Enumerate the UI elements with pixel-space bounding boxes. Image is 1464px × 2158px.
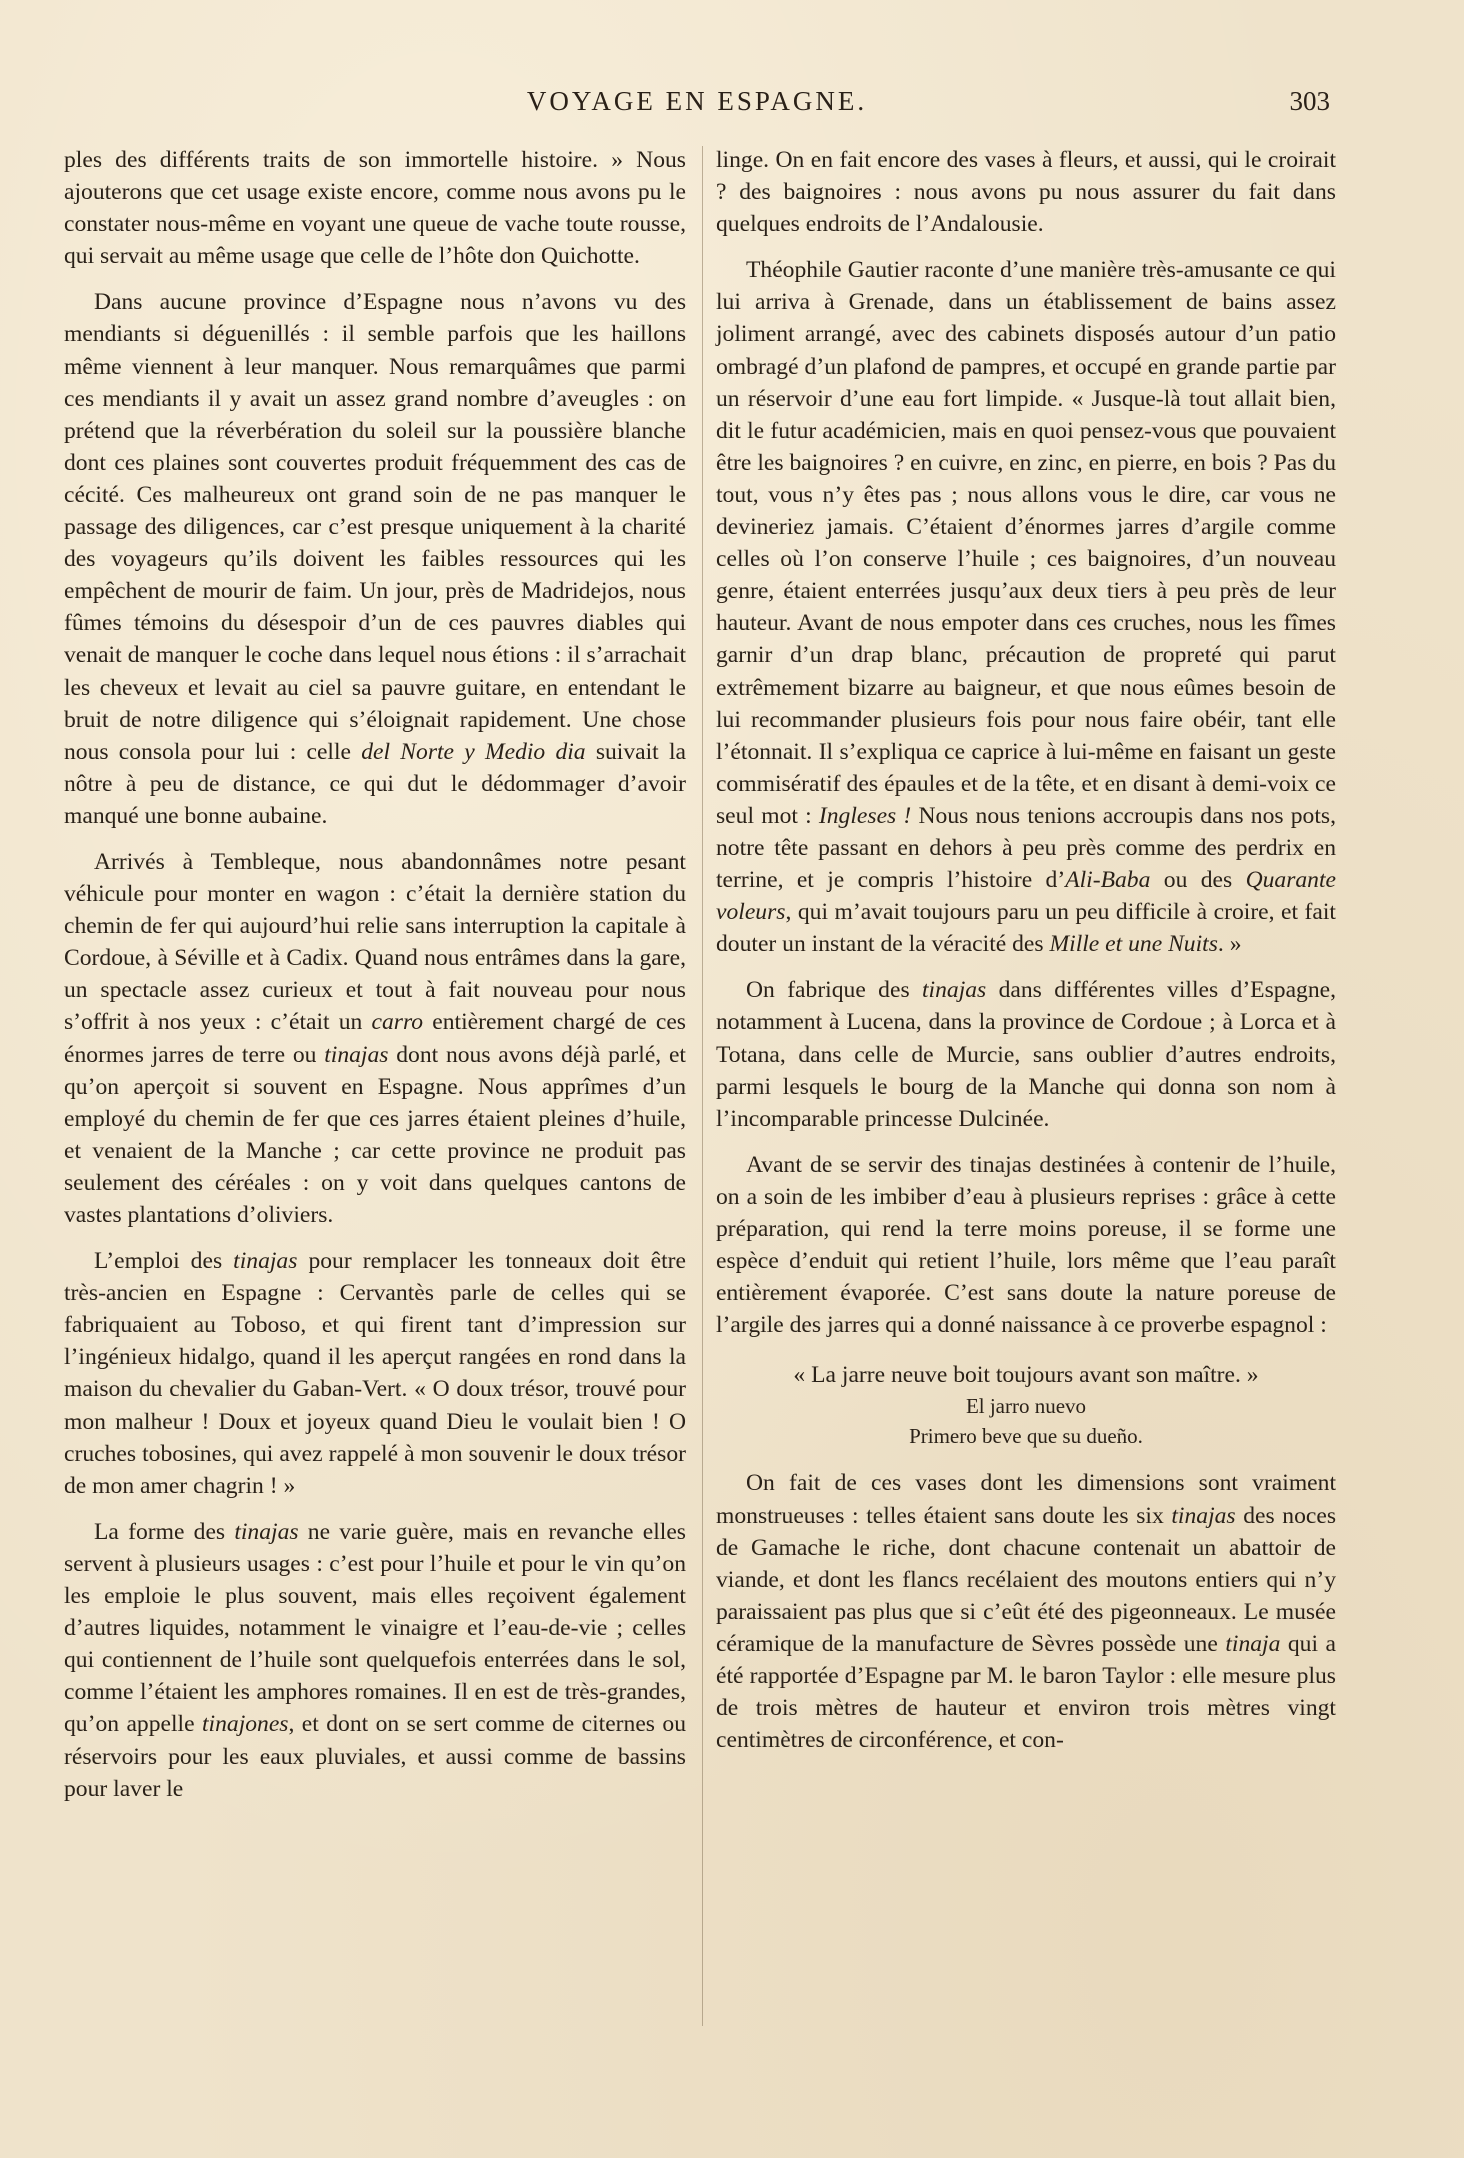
- proverb-quote: « La jarre neuve boit toujours avant son maître. »: [793, 1362, 1259, 1389]
- paragraph: linge. On en fait encore des vases à fleurs, et aussi, qui le croirait ? des baignoires : nous avons pu nous assurer du fait dans quelques endroits de l’Andalousie.: [716, 147, 1336, 238]
- paragraph: Dans aucune province d’Espagne nous n’avons vu des mendiants si déguenillés : il semble parfois que les haillons même viennent à leur manquer. Nous remarquâmes que parmi ces mendiants il y avait un assez grand nombre d’aveugles : on prétend que la réverbération du soleil sur la poussière blanche dont ces plaines sont couvertes produit fréquemment des cas de cécité. Ces malheureux ont grand soin de ne pas manquer le passage des diligences, car c’est presque uniquement à la charité des voyageurs qu’ils doivent les faibles ressources qui les empêchent de mourir de faim. Un jour, près de Madridejos, nous fûmes témoins du désespoir d’un de ces pauvres diables qui venait de manquer le coche dans lequel nous étions : il s’arrachait les cheveux et levait au ciel sa pauvre guitare, en entendant le bruit de notre diligence qui s’éloignait rapidement. Une chose nous consola pour lui : celle del Norte y Medio dia suivait la nôtre à peu de distance, ce qui dut le dédommager d’avoir manqué une bonne aubaine.: [64, 289, 686, 829]
- spanish-proverb-line: El jarro nuevo: [965, 1394, 1087, 1419]
- page-header: [64, 86, 1330, 126]
- paragraph: L’emploi des tinajas pour remplacer les tonneaux doit être très-ancien en Espagne : Cervantès parle de celles qui se fabriquaient au Toboso, et qui firent tant d’impression sur l’ingénieux hidalgo, quand il les aperçut rangées en rond dans la maison du chevalier du Gaban-Vert. « O doux trésor, trouvé pour mon malheur ! Doux et joyeux quand Dieu le voulait bien ! O cruches tobosines, qui avez rappelé à mon souvenir le doux trésor de mon amer chagrin ! »: [64, 1248, 686, 1499]
- paragraph: Théophile Gautier raconte d’une manière très-amusante ce qui lui arriva à Grenade, dans un établissement de bains assez joliment arrangé, avec des cabinets disposés autour d’un patio ombragé d’un plafond de pampres, et occupé en grande partie par un réservoir d’une eau fort limpide. « Jusque-là tout allait bien, dit le futur académicien, mais en quoi pensez-vous que pouvaient être les baignoires ? en cuivre, en zinc, en pierre, en bois ? Pas du tout, vous n’y êtes pas ; nous allons vous le dire, car vous ne devineriez jamais. C’étaient d’énormes jarres d’argile comme celles où l’on conserve l’huile ; ces baignoires, d’un nouveau genre, étaient enterrées jusqu’aux deux tiers à peu près de leur hauteur. Avant de nous empoter dans ces cruches, nous les fîmes garnir d’un drap blanc, précaution de propreté qui parut extrêmement bizarre au baigneur, et que nous eûmes besoin de lui recommander plusieurs fois pour nous faire obéir, tant elle l’étonnait. Il s’expliqua ce caprice à lui-même en faisant un geste commisératif des épaules et de la tête, et en disant à demi-voix ce seul mot : Ingleses ! Nous nous tenions accroupis dans nos pots, notre tête passant en dehors à peu près comme des perdrix en terrine, et je compris l’histoire d’Ali-Baba ou des Quarante voleurs, qui m’avait toujours paru un peu difficile à croire, et fait douter un instant de la véracité des Mille et une Nuits. »: [716, 257, 1336, 958]
- running-title: VOYAGE EN ESPAGNE.: [526, 86, 868, 116]
- paragraph: On fabrique des tinajas dans différentes villes d’Espagne, notamment à Lucena, dans la province de Cordoue ; à Lorca et à Totana, dans celle de Murcie, sans oublier d’autres endroits, parmi lesquels le bourg de la Manche qui donna son nom à l’incomparable princesse Dulcinée.: [716, 977, 1337, 1132]
- left-column: [64, 144, 686, 1805]
- right-column: [716, 144, 1336, 1756]
- paragraph: La forme des tinajas ne varie guère, mais en revanche elles servent à plusieurs usages : c’est pour l’huile et pour le vin qu’on les emploie le plus souvent, mais elles reçoivent également d’autres liquides, notamment le vinaigre et l’eau-de-vie ; celles qui contiennent de l’huile sont quelquefois enterrées dans le sol, comme l’étaient les amphores romaines. Il en est de très-grandes, qu’on appelle tinajones, et dont on se sert comme de citernes ou réservoirs pour les eaux pluviales, et aussi comme de bassins pour laver le: [64, 1518, 686, 1802]
- spanish-proverb-line: Primero beve que su dueño.: [909, 1424, 1143, 1449]
- column-divider: [702, 146, 703, 2026]
- page-number: 303: [1289, 86, 1330, 116]
- paragraph: Arrivés à Tembleque, nous abandonnâmes notre pesant véhicule pour monter en wagon : c’était la dernière station du chemin de fer qui aujourd’hui relie sans interruption la capitale à Cordoue, à Séville et à Cadix. Quand nous entrâmes dans la gare, un spectacle assez curieux et tout à fait nouveau pour nous s’offrit à nos yeux : c’était un carro entièrement chargé de ces énormes jarres de terre ou tinajas dont nous avons déjà parlé, et qu’on aperçoit si souvent en Espagne. Nous apprîmes d’un employé du chemin de fer que ces jarres étaient pleines d’huile, et venaient de la Manche ; car cette province ne produit pas seulement des céréales : on y voit dans quelques cantons de vastes plantations d’oliviers.: [64, 848, 686, 1228]
- paragraph: Avant de se servir des tinajas destinées à contenir de l’huile, on a soin de les imbiber d’eau à plusieurs reprises : grâce à cette préparation, qui rend la terre moins poreuse, il se forme une espèce d’enduit qui retient l’huile, lors même que l’eau paraît entièrement évaporée. C’est sans doute la nature poreuse de l’argile des jarres qui a donné naissance à ce proverbe espagnol :: [716, 1151, 1336, 1339]
- spanish-proverb: [716, 1391, 1336, 1451]
- paragraph: ples des différents traits de son immortelle histoire. » Nous ajouterons que cet usage existe encore, comme nous avons pu le constater nous-même en voyant une queue de vache toute rousse, qui servait au même usage que celle de l’hôte don Quichotte.: [64, 147, 686, 270]
- paragraph: On fait de ces vases dont les dimensions sont vraiment monstrueuses : telles étaient sans doute les six tinajas des noces de Gamache le riche, dont chacune contenait un abattoir de viande, et dont les flancs recélaient des moutons entiers qui n’y paraissaient pas plus que si c’eût été des pigeonneaux. Le musée céramique de la manufacture de Sèvres possède une tinaja qui a été rapportée d’Espagne par M. le baron Taylor : elle mesure plus de trois mètres de hauteur et environ trois mètres vingt centimètres de circonférence, et con-: [716, 1470, 1337, 1754]
